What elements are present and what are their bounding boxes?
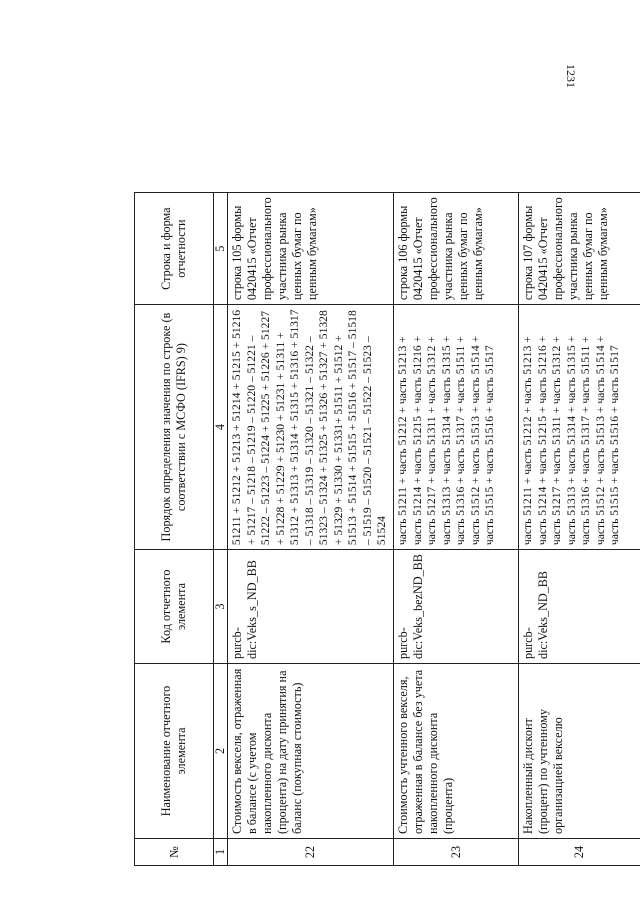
column-number-row bbox=[214, 193, 228, 866]
reporting-elements-table bbox=[134, 192, 640, 866]
column-number: 2 bbox=[214, 664, 228, 839]
element-code: purcb-dic:Veks_ND_BB bbox=[519, 550, 640, 664]
column-number: 1 bbox=[214, 839, 228, 866]
element-code: purcb-dic:Veks_s_ND_BB bbox=[228, 550, 394, 664]
element-code: purcb-dic:Veks_bezND_BB bbox=[394, 550, 519, 664]
row-number: 24 bbox=[519, 839, 640, 866]
element-name: Стоимость векселя, отраженная в балансе (с учетом накопленного дисконта (процента) на дату принятия на баланс (покупная стоимость) bbox=[228, 664, 394, 839]
table-header-row bbox=[135, 193, 214, 866]
header-formula: Порядок определения значения по строке (в соответствии с МСФО (IFRS) 9) bbox=[135, 305, 214, 550]
header-element-name: Наименование отчетного элемента bbox=[135, 664, 214, 839]
table-row bbox=[228, 193, 394, 866]
page-number: 1231 bbox=[564, 64, 578, 88]
row-number: 23 bbox=[394, 839, 519, 866]
table-row bbox=[394, 193, 519, 866]
table-row bbox=[519, 193, 640, 866]
report-form: строка 107 формы 0420415 «Отчет профессионального участника рынка ценных бумаг по ценным бумагам» bbox=[519, 193, 640, 305]
column-number: 4 bbox=[214, 305, 228, 550]
header-number: № bbox=[135, 839, 214, 866]
element-name: Стоимость учтенного векселя, отраженная в балансе без учета накопленного дисконта (процента) bbox=[394, 664, 519, 839]
header-element-code: Код отчетного элемента bbox=[135, 550, 214, 664]
element-formula: часть 51211 + часть 51212 + часть 51213 + часть 51214 + часть 51215 + часть 51216 + часть 51217 + часть 51311 + часть 51312 + часть 51313 + часть 51314 + часть 51315 + часть 51316 + часть 51317 + часть 51511 + часть 51512 + часть 51513 + часть 51514 + часть 51515 + часть 51516 + часть 51517 bbox=[394, 305, 519, 550]
column-number: 5 bbox=[214, 193, 228, 305]
report-form: строка 106 формы 0420415 «Отчет профессионального участника рынка ценных бумаг по ценным бумагам» bbox=[394, 193, 519, 305]
header-report-form: Строка и форма отчетности bbox=[135, 193, 214, 305]
element-name: Накопленный дисконт (процент) по учтенному организацией векселю bbox=[519, 664, 640, 839]
element-formula: часть 51211 + часть 51212 + часть 51213 + часть 51214 + часть 51215 + часть 51216 + часть 51217 + часть 51311 + часть 51312 + часть 51313 + часть 51314 + часть 51315 + часть 51316 + часть 51317 + часть 51511 + часть 51512 + часть 51513 + часть 51514 + часть 51515 + часть 51516 + часть 51517 bbox=[519, 305, 640, 550]
column-number: 3 bbox=[214, 550, 228, 664]
element-formula: 51211 + 51212 + 51213 + 51214 + 51215 + 51216 + 51217 – 51218 – 51219 – 51220 – 51221 – 51222 – 51223 – 51224 + 51225 + 51226 + 51227 + 51228 + 51229 + 51230 + 51231 + 51311 + 51312 + 51313 + 51314 + 51315 + 51316 + 51317 – 51318 – 51319 – 51320 – 51321 – 51322 – 51323 – 51324 + 51325 + 51326 + 51327 + 51328 + 51329 + 51330 + 51331+ 51511 + 51512 + 51513 + 51514 + 51515 + 51516 + 51517 – 51518 – 51519 – 51520 – 51521 – 51522 – 51523 – 51524 bbox=[228, 305, 394, 550]
report-form: строка 105 формы 0420415 «Отчет профессионального участника рынка ценных бумаг по ценным бумагам» bbox=[228, 193, 394, 305]
row-number: 22 bbox=[228, 839, 394, 866]
